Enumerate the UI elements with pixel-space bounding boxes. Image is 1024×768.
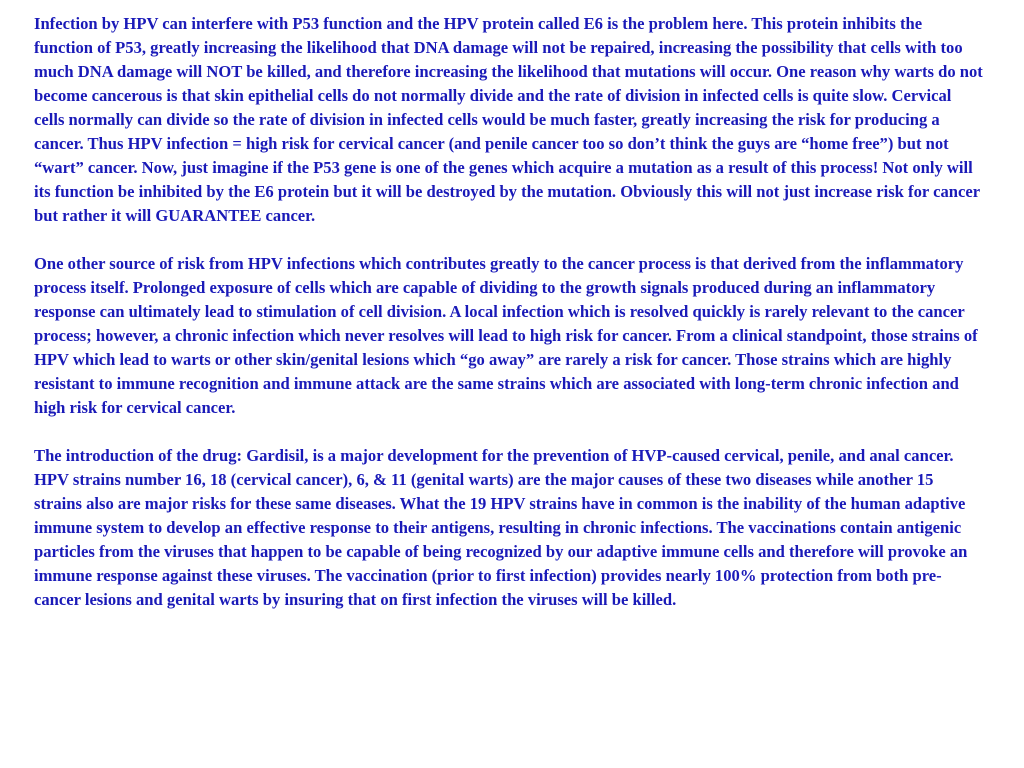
- paragraph-p53-e6: Infection by HPV can interfere with P53 function and the HPV protein called E6 is the problem here. This protein inhibits the function of P53, greatly increasing the likelihood that DNA damage will not be repaired, increasing the possibility that cells with too much DNA damage will NOT be killed, and therefore increasing the likelihood that mutations will occur. One reason why warts do not become cancerous is that skin epithelial cells do not normally divide and the rate of division in infected cells is quite slow. Cervical cells normally can divide so the rate of division in infected cells would be much faster, greatly increasing the risk for producing a cancer. Thus HPV infection = high risk for cervical cancer (and penile cancer too so don’t think the guys are “home free”) but not “wart” cancer. Now, just imagine if the P53 gene is one of the genes which acquire a mutation as a result of this process! Not only will its function be inhibited by the E6 protein but it will be destroyed by the mutation. Obviously this will not just increase risk for cancer but rather it will GUARANTEE cancer.: [34, 14, 983, 225]
- paragraph-gardisil: The introduction of the drug: Gardisil, is a major development for the prevention of HVP-caused cervical, penile, and anal cancer. HPV strains number 16, 18 (cervical cancer), 6, & 11 (genital warts) are the major causes of these two diseases while another 15 strains also are major risks for these same diseases. What the 19 HPV strains have in common is the inability of the human adaptive immune system to develop an effective response to their antigens, resulting in chronic infections. The vaccinations contain antigenic particles from the viruses that happen to be capable of being recognized by our adaptive immune cells and therefore will provoke an immune response against these viruses. The vaccination (prior to first infection) provides nearly 100% protection from both pre-cancer lesions and genital warts by insuring that on first infection the viruses will be killed.: [34, 446, 968, 609]
- slide-body: [34, 12, 984, 636]
- paragraph-inflammation: One other source of risk from HPV infections which contributes greatly to the cancer process is that derived from the inflammatory process itself. Prolonged exposure of cells which are capable of dividing to the growth signals produced during an inflammatory response can ultimately lead to stimulation of cell division. A local infection which is resolved quickly is rarely relevant to the cancer process; however, a chronic infection which never resolves will lead to high risk for cancer. From a clinical standpoint, those strains of HPV which lead to warts or other skin/genital lesions which “go away” are rarely a risk for cancer. Those strains which are highly resistant to immune recognition and immune attack are the same strains which are associated with long-term chronic infection and high risk for cervical cancer.: [34, 254, 978, 417]
